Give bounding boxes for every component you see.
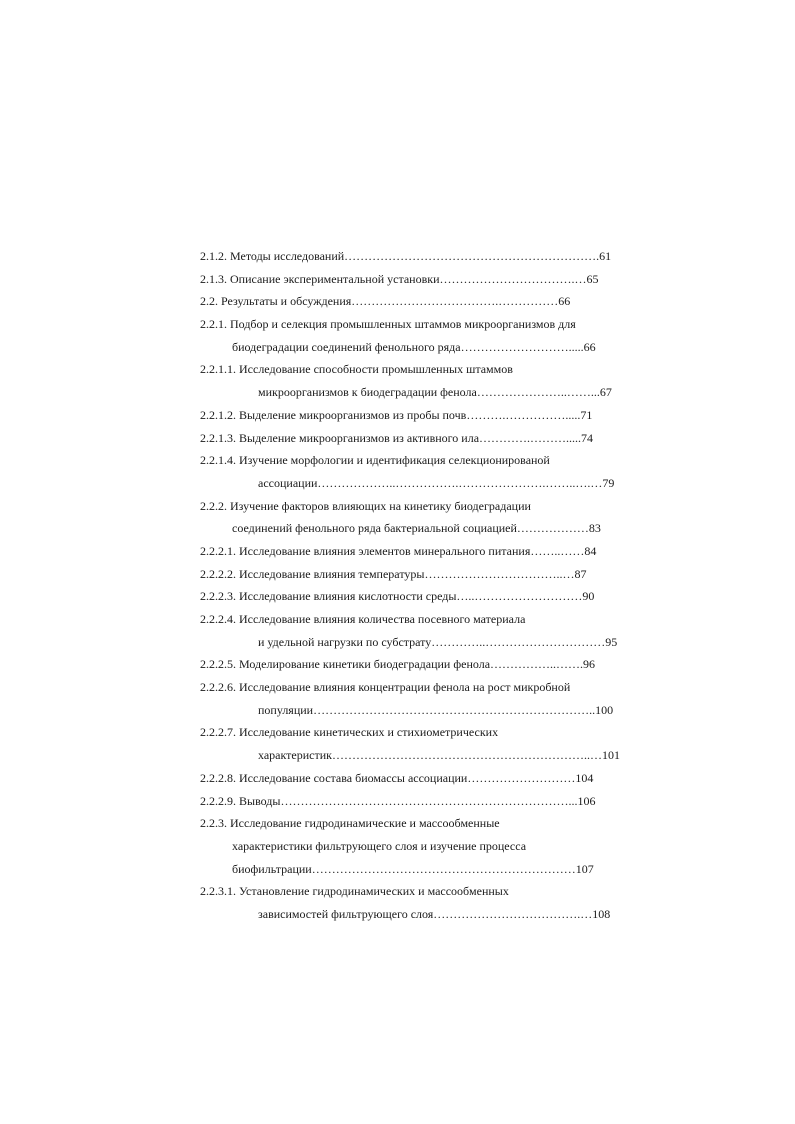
toc-line: 2.2. Результаты и обсуждения……………………………….……………66 [200, 294, 571, 309]
toc-line: 2.2.1.2. Выделение микроорганизмов из пробы почв……….…………….....71 [200, 407, 593, 422]
toc-line: 2.2.1.3. Выделение микроорганизмов из активного ила………….……….....74 [200, 430, 594, 445]
toc-line: 2.2.2.9. Выводы………………………………………………………………...106 [200, 793, 596, 808]
toc-line: 2.2.1.4. Изучение морфологии и идентификация селекционированой [200, 453, 550, 468]
toc-line-continuation: соединений фенольного ряда бактериальной социацией………………83 [232, 521, 601, 536]
toc-line-continuation: биофильтрации…………………………………………………………107 [232, 861, 594, 876]
toc-line: 2.2.2.7. Исследование кинетических и стихиометрических [200, 725, 499, 740]
toc-line-continuation: биодеградации соединений фенольного ряда……………………….....66 [232, 339, 596, 354]
toc-line: 2.2.2.4. Исследование влияния количества посевного материала [200, 612, 526, 626]
toc-line-continuation: микроорганизмов к биодеградации фенола…………………..……...67 [258, 385, 612, 400]
toc-line-continuation: популяции……………………………………………………………..100 [258, 702, 614, 717]
toc-line: 2.2.2.8. Исследование состава биомассы ассоциации………………………104 [200, 770, 594, 785]
toc-line: 2.2.2.2. Исследование влияния температуры……………………………..…87 [200, 566, 587, 581]
toc-line: 2.1.3. Описание экспериментальной установки…………………………….…65 [200, 271, 599, 286]
toc-line: 2.2.1. Подбор и селекция промышленных штаммов микроорганизмов для [200, 317, 576, 332]
toc-line: 2.2.3.1. Установление гидродинамических и массообменных [200, 884, 509, 899]
toc-line-continuation: и удельной нагрузки по субстрату…………..…………………………95 [258, 634, 618, 649]
toc-line-continuation: характеристик………………………………………………………..…101 [258, 748, 620, 763]
toc-line: 2.2.3. Исследование гидродинамические и массообменные [200, 816, 500, 831]
toc-line: 2.2.2.3. Исследование влияния кислотности среды…..………………………90 [200, 589, 595, 604]
toc-line: 2.2.1.1. Исследование способности промышленных штаммов [200, 362, 513, 377]
toc-line: 2.2.2. Изучение факторов влияющих на кинетику биодеградации [200, 498, 531, 513]
toc-line: 2.1.2. Методы исследований……………………………………………………….61 [200, 249, 612, 263]
table-of-contents [200, 245, 640, 926]
toc-line: 2.2.2.1. Исследование влияния элементов минерального питания……..……84 [200, 543, 597, 558]
toc-line-continuation: зависимостей фильтрующего слоя……………………………….…108 [258, 906, 611, 921]
toc-line-continuation: ассоциации………………..…………….………………….……..….…79 [258, 475, 615, 490]
toc-line-continuation: характеристики фильтрующего слоя и изучение процесса [232, 838, 527, 853]
toc-line: 2.2.2.5. Моделирование кинетики биодеградации фенола……………..…….96 [200, 657, 596, 672]
toc-line: 2.2.2.6. Исследование влияния концентрации фенола на рост микробной [200, 680, 571, 695]
